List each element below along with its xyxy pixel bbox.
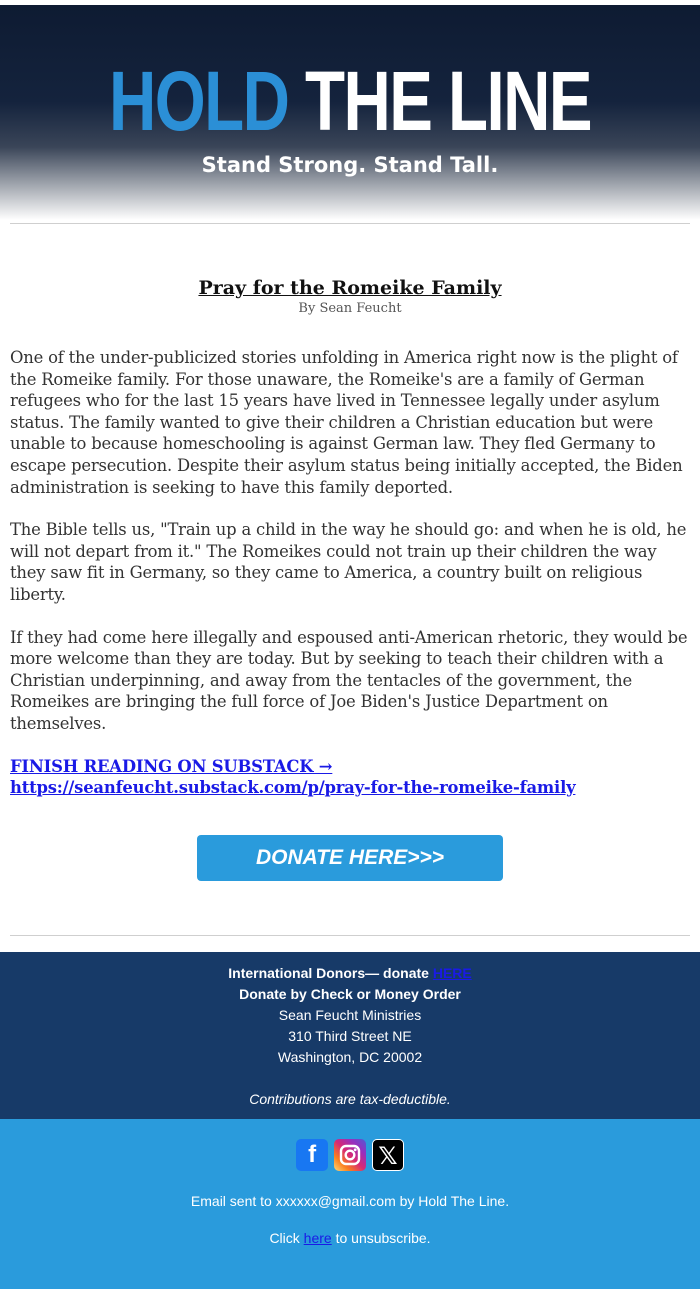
tax-deductible-note: Contributions are tax-deductible. xyxy=(249,1090,451,1107)
article-paragraph-1: One of the under-publicized stories unfolding in America right now is the plight of the Romeike family. For those unaware, the Romeike's are a family of German refugees who for the last 15 years have lived in Tennessee legally under asylum status. The family wanted to give their children a Christian education but were unable to because homeschooling is against German law. They fled Germany to escape persecution. Despite their asylum status being initially accepted, the Biden administration is seeking to have this family deported. xyxy=(10,348,683,497)
check-money-order-line: Donate by Check or Money Order xyxy=(239,985,461,1002)
social-icons xyxy=(0,1139,700,1171)
donate-button[interactable]: DONATE HERE>>> xyxy=(197,835,503,881)
logo-word-the-line: THE LINE xyxy=(305,54,592,148)
article-title[interactable]: Pray for the Romeike Family xyxy=(198,277,502,299)
donate-wrap xyxy=(10,835,690,881)
article-paragraph-2: The Bible tells us, "Train up a child in the way he should go: and when he is old, he will not depart from it." The Romeikes could not train up their children the way they saw fit in Germany, so they came to America, a country built on religious liberty. xyxy=(10,520,687,604)
article-paragraph-3: If they had come here illegally and espoused anti-American rhetoric, they would be more welcome than they are today. But by seeking to teach their children with a Christian underpinning, and away from the tentacles of the government, the Romeikes are bringing the full force of Joe Biden's Justice Department on themselves. xyxy=(10,627,688,733)
address-line-1: 310 Third Street NE xyxy=(288,1027,412,1044)
divider-bottom xyxy=(10,935,690,936)
logo-word-hold: HOLD xyxy=(108,54,289,148)
facebook-icon[interactable]: f xyxy=(296,1139,328,1171)
hold-the-line-logo xyxy=(77,54,623,148)
unsubscribe-link[interactable]: here xyxy=(303,1229,332,1246)
international-donors-line xyxy=(0,963,700,984)
x-icon[interactable]: 𝕏 xyxy=(372,1139,404,1171)
email-header xyxy=(0,0,700,220)
instagram-icon[interactable] xyxy=(334,1139,366,1171)
unsubscribe-prefix: Click xyxy=(269,1229,304,1246)
donor-footer xyxy=(0,952,700,1119)
unsubscribe-line xyxy=(0,1230,700,1246)
unsubscribe-suffix: to unsubscribe. xyxy=(331,1229,431,1246)
article xyxy=(0,276,700,881)
finish-reading-link[interactable]: FINISH READING ON SUBSTACK → https://seanfeucht.substack.com/p/pray-for-the-romeike-family xyxy=(10,756,576,798)
international-donors-text: International Donors— donate xyxy=(228,964,433,981)
divider-top xyxy=(10,223,690,224)
email-sent-note: Email sent to xxxxxx@gmail.com by Hold The Line. xyxy=(190,1192,510,1209)
international-donate-link[interactable]: HERE xyxy=(432,964,472,981)
social-footer xyxy=(0,1119,700,1289)
tagline: Stand Strong. Stand Tall. xyxy=(201,153,499,177)
address-line-2: Washington, DC 20002 xyxy=(277,1048,423,1065)
article-byline: By Sean Feucht xyxy=(298,301,402,316)
org-name: Sean Feucht Ministries xyxy=(278,1006,422,1023)
